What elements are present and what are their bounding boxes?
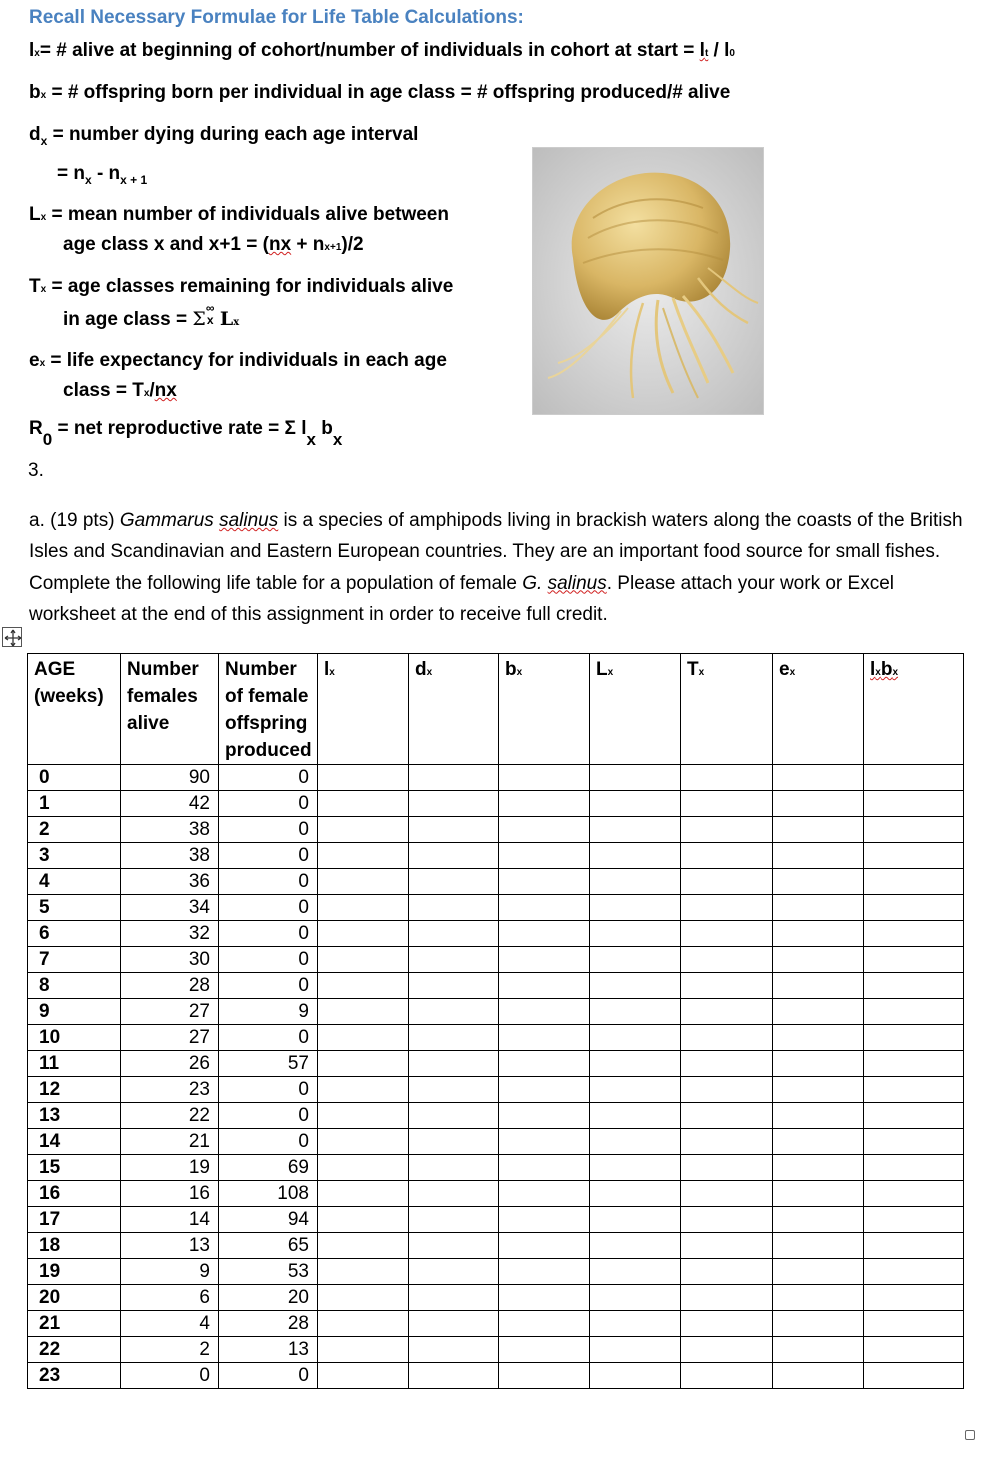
cell-Tx[interactable] [681,1207,773,1233]
cell-dx[interactable] [409,1207,499,1233]
formula-lx: lx= # alive at beginning of cohort/number of individuals in cohort at start = lt / l0 [29,40,735,61]
cell-dx[interactable] [409,1259,499,1285]
cell-Tx[interactable] [681,765,773,791]
cell-age[interactable]: 10 [28,1025,121,1051]
cell-Lx[interactable] [590,1337,681,1363]
formula-dx-line2: = $n_x - n_{x + 1}$ [57,163,148,187]
cell-age[interactable]: 5 [28,895,121,921]
cell-lxbx[interactable] [864,947,964,973]
table-row [28,895,964,921]
cell-ex[interactable] [773,1077,864,1103]
cell-age[interactable]: 23 [28,1363,121,1389]
table-row [28,1337,964,1363]
cell-lx[interactable] [318,1155,409,1181]
cell-age[interactable]: 22 [28,1337,121,1363]
cell-Tx[interactable] [681,1311,773,1337]
cell-lx[interactable] [318,1129,409,1155]
table-row [28,1259,964,1285]
cell-lx[interactable] [318,791,409,817]
cell-dx[interactable] [409,869,499,895]
cell-Tx[interactable] [681,791,773,817]
cell-Tx[interactable] [681,1363,773,1389]
header-age: AGE (weeks) [28,654,121,765]
cell-lx[interactable] [318,1259,409,1285]
cell-bx[interactable] [499,1285,590,1311]
cell-ex[interactable] [773,1233,864,1259]
cell-lx[interactable] [318,817,409,843]
cell-lx[interactable] [318,1363,409,1389]
cell-Tx[interactable] [681,1051,773,1077]
cell-Tx[interactable] [681,843,773,869]
cell-ex[interactable] [773,817,864,843]
cell-females-alive[interactable]: 6 [121,1285,219,1311]
cell-ex[interactable] [773,1103,864,1129]
cell-offspring[interactable]: 0 [219,895,318,921]
cell-females-alive[interactable]: 38 [121,817,219,843]
cell-bx[interactable] [499,1129,590,1155]
cell-ex[interactable] [773,947,864,973]
cell-dx[interactable] [409,947,499,973]
cell-dx[interactable] [409,817,499,843]
cell-females-alive[interactable]: 27 [121,999,219,1025]
cell-dx[interactable] [409,791,499,817]
cell-offspring[interactable]: 0 [219,869,318,895]
cell-bx[interactable] [499,1337,590,1363]
cell-age[interactable]: 17 [28,1207,121,1233]
cell-Tx[interactable] [681,817,773,843]
table-row [28,869,964,895]
cell-age[interactable]: 13 [28,1103,121,1129]
cell-lxbx[interactable] [864,1051,964,1077]
table-row [28,791,964,817]
cell-lxbx[interactable] [864,817,964,843]
cell-offspring[interactable]: 28 [219,1311,318,1337]
formula-Tx-line2: in age class = Σ ∞ x Lx [63,301,240,330]
cell-lx[interactable] [318,765,409,791]
cell-age[interactable]: 6 [28,921,121,947]
cell-dx[interactable] [409,843,499,869]
cell-ex[interactable] [773,1311,864,1337]
formula-ex: ex = life expectancy for individuals in each age [29,350,447,371]
cell-Tx[interactable] [681,999,773,1025]
cell-Lx[interactable] [590,1129,681,1155]
cell-Tx[interactable] [681,973,773,999]
cell-ex[interactable] [773,1285,864,1311]
question-number: 3. [28,460,44,481]
cell-age[interactable]: 1 [28,791,121,817]
cell-ex[interactable] [773,1025,864,1051]
cell-offspring[interactable]: 108 [219,1181,318,1207]
cell-lxbx[interactable] [864,765,964,791]
cell-bx[interactable] [499,1207,590,1233]
cell-females-alive[interactable]: 38 [121,843,219,869]
cell-dx[interactable] [409,1337,499,1363]
formula-Lx: Lx = mean number of individuals alive between [29,204,449,225]
cell-Lx[interactable] [590,765,681,791]
question-paragraph: a. (19 pts) Gammarus salinus is a species of amphipods living in brackish waters along the coasts of the British Isles and Scandinavian and Eastern European countries. They are an important food source for small fishes. Complete the following life table for a population of female G. salinus. Please attach your work or Excel worksheet at the end of this assignment in order to receive full credit. [29,510,963,625]
cell-age[interactable]: 7 [28,947,121,973]
table-row [28,765,964,791]
cell-lxbx[interactable] [864,1233,964,1259]
cell-Lx[interactable] [590,791,681,817]
cell-Tx[interactable] [681,1155,773,1181]
cell-bx[interactable] [499,921,590,947]
cell-offspring[interactable]: 20 [219,1285,318,1311]
cell-dx[interactable] [409,1129,499,1155]
cell-bx[interactable] [499,1181,590,1207]
cell-females-alive[interactable]: 36 [121,869,219,895]
cell-lx[interactable] [318,895,409,921]
cell-Lx[interactable] [590,999,681,1025]
cell-age[interactable]: 15 [28,1155,121,1181]
cell-lxbx[interactable] [864,1259,964,1285]
table-row [28,1051,964,1077]
cell-age[interactable]: 0 [28,765,121,791]
cell-bx[interactable] [499,1103,590,1129]
formula-ex-line2: class = Tx/nx [63,380,177,401]
cell-lxbx[interactable] [864,1077,964,1103]
cell-age[interactable]: 12 [28,1077,121,1103]
cell-dx[interactable] [409,1311,499,1337]
cell-offspring[interactable]: 0 [219,947,318,973]
table-row [28,1311,964,1337]
cell-Tx[interactable] [681,1025,773,1051]
cell-females-alive[interactable]: 30 [121,947,219,973]
cell-bx[interactable] [499,1259,590,1285]
cell-lxbx[interactable] [864,1181,964,1207]
cell-lxbx[interactable] [864,843,964,869]
table-row [28,1233,964,1259]
table-row [28,999,964,1025]
cell-females-alive[interactable]: 42 [121,791,219,817]
cell-lxbx[interactable] [864,1207,964,1233]
cell-ex[interactable] [773,1181,864,1207]
cell-ex[interactable] [773,921,864,947]
cell-Lx[interactable] [590,1207,681,1233]
cell-offspring[interactable]: 0 [219,973,318,999]
cell-lx[interactable] [318,1181,409,1207]
cell-bx[interactable] [499,947,590,973]
table-row [28,1077,964,1103]
cell-bx[interactable] [499,817,590,843]
cell-ex[interactable] [773,869,864,895]
cell-lx[interactable] [318,999,409,1025]
cell-lxbx[interactable] [864,1025,964,1051]
table-row [28,1207,964,1233]
cell-Lx[interactable] [590,1077,681,1103]
cell-offspring[interactable]: 57 [219,1051,318,1077]
header-ex: ex [773,654,864,765]
cell-dx[interactable] [409,1051,499,1077]
cell-females-alive[interactable]: 19 [121,1155,219,1181]
cell-Lx[interactable] [590,1363,681,1389]
table-row [28,1025,964,1051]
cell-ex[interactable] [773,791,864,817]
cell-lxbx[interactable] [864,869,964,895]
cell-Lx[interactable] [590,895,681,921]
cell-bx[interactable] [499,1077,590,1103]
cell-Tx[interactable] [681,947,773,973]
cell-Tx[interactable] [681,1259,773,1285]
header-females-alive: Number females alive [121,654,219,765]
cell-Lx[interactable] [590,1285,681,1311]
cell-dx[interactable] [409,895,499,921]
header-bx: bx [499,654,590,765]
cell-females-alive[interactable]: 27 [121,1025,219,1051]
cell-Lx[interactable] [590,1025,681,1051]
cell-Lx[interactable] [590,1051,681,1077]
cell-Lx[interactable] [590,921,681,947]
cell-dx[interactable] [409,1025,499,1051]
cell-age[interactable]: 21 [28,1311,121,1337]
cell-ex[interactable] [773,1363,864,1389]
table-row [28,947,964,973]
formula-dx: $d_x$ = number dying during each age interval [29,124,419,148]
cell-dx[interactable] [409,1285,499,1311]
table-row [28,973,964,999]
cell-Tx[interactable] [681,869,773,895]
table-row [28,1155,964,1181]
cell-lxbx[interactable] [864,895,964,921]
cell-lx[interactable] [318,1207,409,1233]
cell-ex[interactable] [773,1259,864,1285]
cell-bx[interactable] [499,843,590,869]
cell-lxbx[interactable] [864,1363,964,1389]
cell-bx[interactable] [499,765,590,791]
cell-Lx[interactable] [590,869,681,895]
cell-lx[interactable] [318,947,409,973]
cell-females-alive[interactable]: 2 [121,1337,219,1363]
cell-Lx[interactable] [590,973,681,999]
cell-ex[interactable] [773,999,864,1025]
cell-lxbx[interactable] [864,1129,964,1155]
cell-bx[interactable] [499,973,590,999]
cell-bx[interactable] [499,999,590,1025]
cell-offspring[interactable]: 0 [219,765,318,791]
cell-dx[interactable] [409,921,499,947]
cell-offspring[interactable]: 0 [219,1129,318,1155]
cell-lx[interactable] [318,1025,409,1051]
cell-ex[interactable] [773,1129,864,1155]
cell-lxbx[interactable] [864,1103,964,1129]
cell-dx[interactable] [409,1077,499,1103]
cell-ex[interactable] [773,765,864,791]
cell-age[interactable]: 3 [28,843,121,869]
cell-age[interactable]: 4 [28,869,121,895]
cell-ex[interactable] [773,843,864,869]
cell-ex[interactable] [773,895,864,921]
cell-age[interactable]: 14 [28,1129,121,1155]
header-lxbx: lxbx [864,654,964,765]
cell-age[interactable]: 2 [28,817,121,843]
cell-offspring[interactable]: 9 [219,999,318,1025]
formula-Lx-line2: age class x and x+1 = (nx + nx+1)/2 [63,234,364,255]
cell-Lx[interactable] [590,1155,681,1181]
table-row [28,1285,964,1311]
cell-lx[interactable] [318,1233,409,1259]
cell-offspring[interactable]: 0 [219,921,318,947]
cell-lx[interactable] [318,921,409,947]
cell-dx[interactable] [409,973,499,999]
cell-Tx[interactable] [681,1337,773,1363]
cell-Tx[interactable] [681,1285,773,1311]
cell-dx[interactable] [409,999,499,1025]
cell-lx[interactable] [318,1285,409,1311]
cell-age[interactable]: 19 [28,1259,121,1285]
formula-bx: bx = # offspring born per individual in age class = # offspring produced/# alive [29,82,731,103]
amphipod-illustration [533,148,763,414]
cell-lx[interactable] [318,973,409,999]
table-move-icon[interactable] [2,627,22,647]
cell-Lx[interactable] [590,1103,681,1129]
cell-bx[interactable] [499,1051,590,1077]
cell-females-alive[interactable]: 23 [121,1077,219,1103]
cell-age[interactable]: 20 [28,1285,121,1311]
cell-Lx[interactable] [590,1181,681,1207]
header-Lx: Lx [590,654,681,765]
cell-females-alive[interactable]: 13 [121,1233,219,1259]
formula-Tx: Tx = age classes remaining for individuals alive [29,276,454,297]
cell-age[interactable]: 16 [28,1181,121,1207]
table-row [28,1181,964,1207]
cell-females-alive[interactable]: 4 [121,1311,219,1337]
header-offspring: Number of female offspring produced [219,654,318,765]
cell-Tx[interactable] [681,895,773,921]
cell-ex[interactable] [773,1207,864,1233]
cell-age[interactable]: 8 [28,973,121,999]
cell-females-alive[interactable]: 21 [121,1129,219,1155]
cell-bx[interactable] [499,895,590,921]
cell-dx[interactable] [409,1155,499,1181]
cell-lxbx[interactable] [864,921,964,947]
cell-age[interactable]: 18 [28,1233,121,1259]
cell-Lx[interactable] [590,1259,681,1285]
formula-R0: R0 = net reproductive rate = Σ lx bx [29,418,343,449]
cell-females-alive[interactable]: 9 [121,1259,219,1285]
cell-dx[interactable] [409,1233,499,1259]
cell-females-alive[interactable]: 14 [121,1207,219,1233]
document-title: Recall Necessary Formulae for Life Table Calculations: [29,7,524,28]
cell-Lx[interactable] [590,947,681,973]
table-row [28,843,964,869]
cell-age[interactable]: 11 [28,1051,121,1077]
cell-lx[interactable] [318,843,409,869]
cell-offspring[interactable]: 0 [219,791,318,817]
cell-lxbx[interactable] [864,1337,964,1363]
table-row [28,1363,964,1389]
cell-bx[interactable] [499,1155,590,1181]
cell-Tx[interactable] [681,921,773,947]
cell-offspring[interactable]: 94 [219,1207,318,1233]
cell-females-alive[interactable]: 22 [121,1103,219,1129]
cell-age[interactable]: 9 [28,999,121,1025]
cell-Lx[interactable] [590,1311,681,1337]
cell-bx[interactable] [499,1025,590,1051]
cell-females-alive[interactable]: 28 [121,973,219,999]
cell-lx[interactable] [318,1311,409,1337]
cell-lx[interactable] [318,1077,409,1103]
cell-lxbx[interactable] [864,1311,964,1337]
cell-offspring[interactable]: 0 [219,1025,318,1051]
header-Tx: Tx [681,654,773,765]
cell-females-alive[interactable]: 32 [121,921,219,947]
cell-offspring[interactable]: 13 [219,1337,318,1363]
cell-bx[interactable] [499,791,590,817]
cell-Lx[interactable] [590,843,681,869]
cell-females-alive[interactable]: 34 [121,895,219,921]
cell-females-alive[interactable]: 16 [121,1181,219,1207]
cell-lx[interactable] [318,1337,409,1363]
cell-Tx[interactable] [681,1103,773,1129]
cell-offspring[interactable]: 0 [219,1363,318,1389]
cell-ex[interactable] [773,1337,864,1363]
spellcheck-lt: lt [699,40,709,61]
cell-lxbx[interactable] [864,791,964,817]
cell-bx[interactable] [499,1311,590,1337]
life-table [27,653,964,1389]
cell-Tx[interactable] [681,1077,773,1103]
cell-Tx[interactable] [681,1181,773,1207]
cell-lx[interactable] [318,1103,409,1129]
cell-bx[interactable] [499,1363,590,1389]
table-row [28,817,964,843]
cell-lx[interactable] [318,1051,409,1077]
cell-Lx[interactable] [590,1233,681,1259]
cell-offspring[interactable]: 0 [219,843,318,869]
cell-bx[interactable] [499,1233,590,1259]
cell-lxbx[interactable] [864,1285,964,1311]
cell-females-alive[interactable]: 26 [121,1051,219,1077]
cell-dx[interactable] [409,765,499,791]
cell-females-alive[interactable]: 0 [121,1363,219,1389]
table-row [28,1103,964,1129]
cell-dx[interactable] [409,1103,499,1129]
cell-lxbx[interactable] [864,1155,964,1181]
cell-ex[interactable] [773,1051,864,1077]
cell-ex[interactable] [773,1155,864,1181]
cell-offspring[interactable]: 65 [219,1233,318,1259]
cell-offspring[interactable]: 53 [219,1259,318,1285]
cell-lxbx[interactable] [864,999,964,1025]
life-table-header [28,654,964,765]
header-dx: dx [409,654,499,765]
cell-lxbx[interactable] [864,973,964,999]
cell-offspring[interactable]: 0 [219,817,318,843]
cell-females-alive[interactable]: 90 [121,765,219,791]
cell-lx[interactable] [318,869,409,895]
table-resize-icon[interactable] [965,1430,975,1440]
cell-dx[interactable] [409,1363,499,1389]
amphipod-photo [532,147,764,415]
cell-offspring[interactable]: 69 [219,1155,318,1181]
table-row [28,921,964,947]
table-row [28,1129,964,1155]
cell-Tx[interactable] [681,1129,773,1155]
cell-offspring[interactable]: 0 [219,1077,318,1103]
header-lx: lx [318,654,409,765]
cell-offspring[interactable]: 0 [219,1103,318,1129]
cell-Lx[interactable] [590,817,681,843]
cell-Tx[interactable] [681,1233,773,1259]
cell-ex[interactable] [773,973,864,999]
cell-dx[interactable] [409,1181,499,1207]
cell-bx[interactable] [499,869,590,895]
